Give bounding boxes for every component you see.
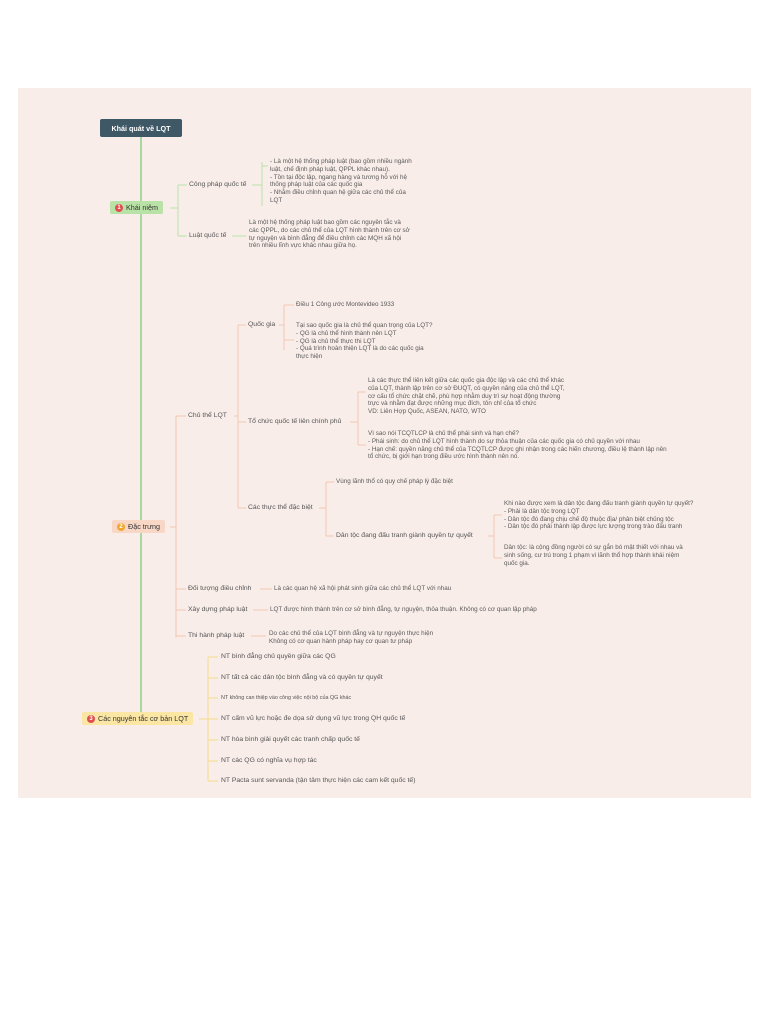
note-lawmaking: LQT được hình thành trên cơ sở bình đẳng, tự nguyện, thỏa thuận. Không có cơ quan lập pháp — [270, 606, 537, 613]
topic-self-determination[interactable]: Dân tộc đang đấu tranh giành quyền tự quyết — [336, 532, 473, 539]
topic-public-intl-law[interactable]: Công pháp quốc tế — [189, 181, 247, 188]
note-nation-definition: Dân tộc: là cộng đồng người có sự gắn bó mật thiết với nhau và sinh sống, cư trú trong 1 phạm vi lãnh thổ hợp thành khái niệm quốc gia. — [504, 544, 683, 567]
note-igo-derived: Vì sao nói TCQTLCP là chủ thể phái sinh và hạn chế? - Phái sinh: do chủ thể LQT hình thành do sự thỏa thuận của các quốc gia có chủ quyền với nhau - Hạn chế: quyền năng chủ thể của TCQTLCP được ghi nhận trong các hiến chương, điều lệ thành lập nên tổ chức, bị giới hạn trong điều ước hình thành nên nó. — [368, 430, 667, 461]
branch-features[interactable] — [112, 520, 165, 533]
topic-intl-law[interactable]: Luật quốc tế — [189, 232, 227, 239]
note-intl-law: Là một hệ thống pháp luật bao gồm các nguyên tắc và các QPPL, do các chủ thể của LQT hình thành trên cơ sở tự nguyện và bình đẳng để điều chỉnh các MQH xã hội trên nhiều lĩnh vực khác nhau giữa họ. — [249, 219, 410, 250]
note-state-importance: Tại sao quốc gia là chủ thể quan trọng của LQT? - QG là chủ thể hình thành nên LQT - QG là chủ thể thực thi LQT - Quá trình hoàn thiện LQT là do các quốc gia thực hiện — [296, 322, 433, 361]
priority-1-badge: 1 — [115, 204, 123, 212]
principle-item[interactable]: NT Pacta sunt servanda (tận tâm thực hiện các cam kết quốc tế) — [221, 777, 416, 784]
note-object: Là các quan hệ xã hội phát sinh giữa các chủ thể LQT với nhau — [274, 585, 452, 592]
principle-item[interactable]: NT tất cả các dân tộc bình đẳng và có quyền tự quyết — [221, 674, 383, 681]
principle-item[interactable]: NT không can thiệp vào công việc nội bộ của QG khác — [221, 695, 352, 701]
branch-principles-label: Các nguyên tắc cơ bản LQT — [98, 714, 189, 723]
branch-concept-label: Khái niệm — [126, 203, 158, 212]
note-enforcement: Do các chủ thể của LQT bình đẳng và tự nguyện thực hiện Không có cơ quan hành pháp hay cơ quan tư pháp — [269, 630, 434, 645]
priority-2-badge: 2 — [117, 523, 125, 531]
topic-special-entities[interactable]: Các thực thể đặc biệt — [248, 504, 313, 511]
topic-igo[interactable]: Tổ chức quốc tế liên chính phủ — [248, 418, 342, 425]
note-special-territory: Vùng lãnh thổ có quy chế pháp lý đặc biệt — [336, 478, 453, 485]
topic-state[interactable]: Quốc gia — [248, 321, 276, 328]
branch-concept[interactable] — [110, 201, 163, 214]
note-igo-definition: Là các thực thể liên kết giữa các quốc gia độc lập và các chủ thể khác của LQT, thành lập trên cơ sở ĐUQT, có quyền năng của chủ thể LQT, cơ cấu tổ chức chặt chẽ, phù hợp nhằm duy trì sự hoạt động thường trực và nhằm đạt được những mục đích, tôn chỉ của tổ chức VD: Liên Hợp Quốc, ASEAN, NATO, WTO — [368, 377, 565, 416]
topic-enforcement[interactable]: Thi hành pháp luật — [188, 632, 245, 639]
principle-item[interactable]: NT các QG có nghĩa vụ hợp tác — [221, 757, 317, 764]
principle-item[interactable]: NT cấm vũ lực hoặc đe dọa sử dụng vũ lực trong QH quốc tế — [221, 715, 406, 722]
branch-principles[interactable] — [82, 712, 193, 725]
branch-features-label: Đặc trưng — [128, 522, 160, 531]
root-topic[interactable]: Khái quát về LQT — [100, 119, 182, 137]
topic-lawmaking[interactable]: Xây dựng pháp luật — [188, 606, 248, 613]
topic-subjects[interactable]: Chủ thể LQT — [188, 412, 227, 419]
priority-3-badge: 3 — [87, 715, 95, 723]
topic-object[interactable]: Đối tượng điều chỉnh — [188, 585, 252, 592]
principle-item[interactable]: NT hòa bình giải quyết các tranh chấp quốc tế — [221, 736, 360, 743]
principle-item[interactable]: NT bình đẳng chủ quyền giữa các QG — [221, 653, 336, 660]
note-self-determination-criteria: Khi nào được xem là dân tộc đang đấu tranh giành quyền tự quyết? - Phải là dân tộc trong LQT - Dân tộc đó đang chịu chế độ thuộc địa/ phân biệt chủng tộc - Dân tộc đó phải thành lập được lực lượng trong trào đấu tranh — [504, 500, 694, 531]
note-montevideo: Điều 1 Công ước Montevideo 1933 — [296, 301, 395, 308]
note-public-intl-law: - Là một hệ thống pháp luật (bao gồm nhiều ngành luật, chế định pháp luật, QPPL khác nhau). - Tồn tại độc lập, ngang hàng và tương hỗ với hệ thống pháp luật của các quốc gia - Nhằm điều chỉnh quan hệ giữa các chủ thể của LQT — [270, 158, 412, 204]
